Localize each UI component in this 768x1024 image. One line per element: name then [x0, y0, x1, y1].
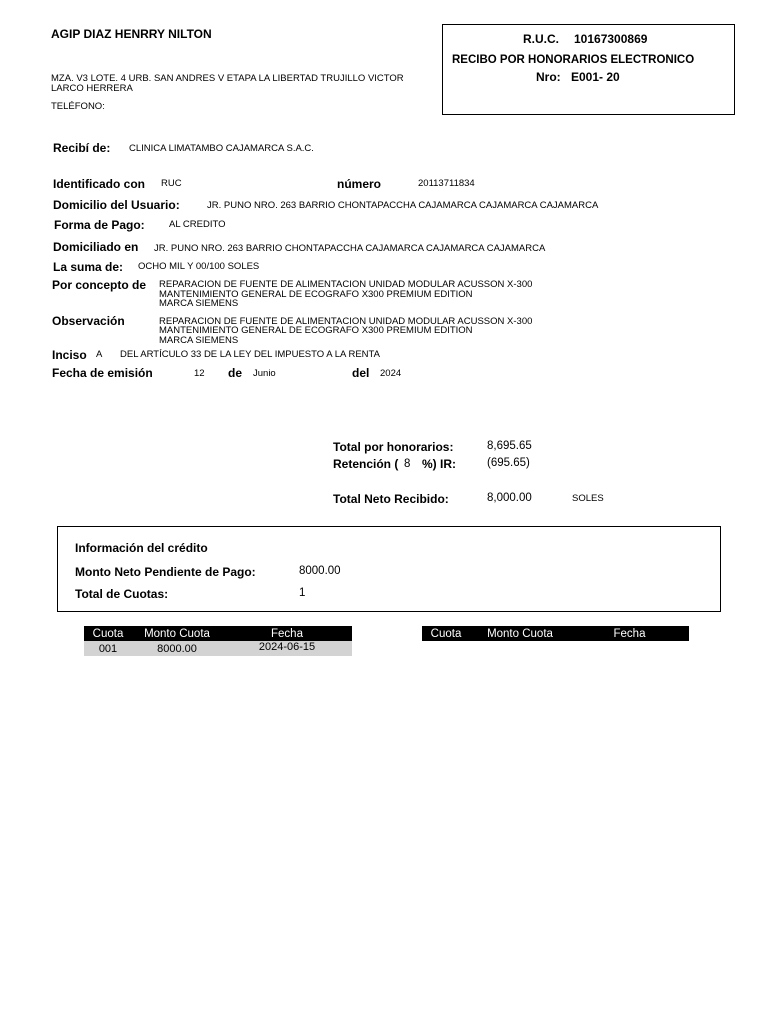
concepto-label: Por concepto de	[52, 278, 147, 292]
column-header-fecha: Fecha	[570, 626, 689, 641]
total-cuotas-label: Total de Cuotas:	[75, 587, 169, 601]
fecha-month: Junio	[253, 368, 276, 379]
concepto-line-1: REPARACION DE FUENTE DE ALIMENTACION UNIDAD MODULAR ACUSSON X-300	[159, 279, 533, 290]
concepto-line-2: MANTENIMIENTO GENERAL DE ECOGRAFO X300 PREMIUM EDITION	[159, 289, 473, 300]
document-title: RECIBO POR HONORARIOS ELECTRONICO	[452, 54, 695, 66]
column-header-cuota: Cuota	[84, 626, 132, 641]
retencion-label-prefix: Retención (	[333, 457, 399, 471]
issuer-address-line1: MZA. V3 LOTE. 4 URB. SAN ANDRES V ETAPA LA LIBERTAD TRUJILLO VICTOR	[51, 73, 404, 84]
observacion-line-2: MANTENIMIENTO GENERAL DE ECOGRAFO X300 PREMIUM EDITION	[159, 325, 473, 336]
observacion-line-1: REPARACION DE FUENTE DE ALIMENTACION UNIDAD MODULAR ACUSSON X-300	[159, 316, 533, 327]
credit-info-title: Información del crédito	[75, 541, 208, 555]
domiciliado-value: JR. PUNO NRO. 263 BARRIO CHONTAPACCHA CAJAMARCA CAJAMARCA CAJAMARCA	[154, 243, 546, 254]
total-honorarios-label: Total por honorarios:	[333, 440, 454, 454]
fecha-del-label: del	[352, 366, 370, 380]
observacion-label: Observación	[52, 314, 125, 328]
monto-pendiente-value: 8000.00	[299, 565, 341, 577]
cell-cuota: 001	[84, 641, 132, 656]
inciso-letter: A	[96, 349, 103, 360]
fecha-de-label: de	[228, 366, 243, 380]
installments-table-left	[84, 626, 352, 656]
column-header-fecha: Fecha	[222, 626, 352, 641]
ruc-label: R.U.C.	[523, 32, 559, 46]
table-header-row	[84, 626, 352, 641]
identificado-value: RUC	[161, 178, 182, 189]
suma-value: OCHO MIL Y 00/100 SOLES	[138, 261, 260, 272]
column-header-cuota: Cuota	[422, 626, 470, 641]
cell-monto-cuota: 8000.00	[132, 641, 222, 656]
total-neto-value: 8,000.00	[487, 492, 532, 504]
recibi-label: Recibí de:	[53, 141, 111, 155]
total-neto-label: Total Neto Recibido:	[333, 492, 449, 506]
observacion-line-3: MARCA SIEMENS	[159, 335, 239, 346]
receipt-number-value: E001- 20	[571, 70, 620, 84]
numero-label: número	[337, 177, 382, 191]
table-header-row	[422, 626, 689, 641]
issuer-address-line2: LARCO HERRERA	[51, 83, 133, 94]
fecha-emision-label: Fecha de emisión	[52, 366, 153, 380]
numero-value: 20113711834	[418, 178, 475, 189]
fecha-day: 12	[194, 368, 205, 379]
column-header-monto-cuota: Monto Cuota	[470, 626, 570, 641]
cell-fecha: 2024-06-15	[222, 641, 352, 656]
suma-label: La suma de:	[53, 260, 124, 274]
total-cuotas-value: 1	[299, 587, 306, 599]
domicilio-usuario-label: Domicilio del Usuario:	[53, 198, 180, 212]
monto-pendiente-label: Monto Neto Pendiente de Pago:	[75, 565, 256, 579]
fecha-year: 2024	[380, 368, 402, 379]
retencion-value: (695.65)	[487, 457, 530, 469]
identificado-label: Identificado con	[53, 177, 146, 191]
domicilio-usuario-value: JR. PUNO NRO. 263 BARRIO CHONTAPACCHA CAJAMARCA CAJAMARCA CAJAMARCA	[207, 200, 599, 211]
column-header-monto-cuota: Monto Cuota	[132, 626, 222, 641]
retencion-percent: 8	[404, 458, 411, 470]
table-row	[84, 641, 352, 656]
recibi-value: CLINICA LIMATAMBO CAJAMARCA S.A.C.	[129, 143, 314, 154]
receipt-number-label: Nro:	[536, 70, 561, 84]
issuer-phone-label: TELÉFONO:	[51, 101, 105, 112]
inciso-text: DEL ARTÍCULO 33 DE LA LEY DEL IMPUESTO A LA RENTA	[120, 349, 380, 360]
inciso-label: Inciso	[52, 348, 87, 362]
retencion-label-suffix: %) IR:	[422, 457, 456, 471]
concepto-line-3: MARCA SIEMENS	[159, 298, 239, 309]
issuer-name: AGIP DIAZ HENRRY NILTON	[51, 27, 212, 41]
installments-table-right	[422, 626, 689, 641]
ruc-value: 10167300869	[574, 32, 648, 46]
forma-pago-label: Forma de Pago:	[54, 218, 145, 232]
domiciliado-label: Domiciliado en	[53, 240, 139, 254]
currency-label: SOLES	[572, 493, 604, 504]
forma-pago-value: AL CREDITO	[169, 219, 226, 230]
total-honorarios-value: 8,695.65	[487, 440, 532, 452]
